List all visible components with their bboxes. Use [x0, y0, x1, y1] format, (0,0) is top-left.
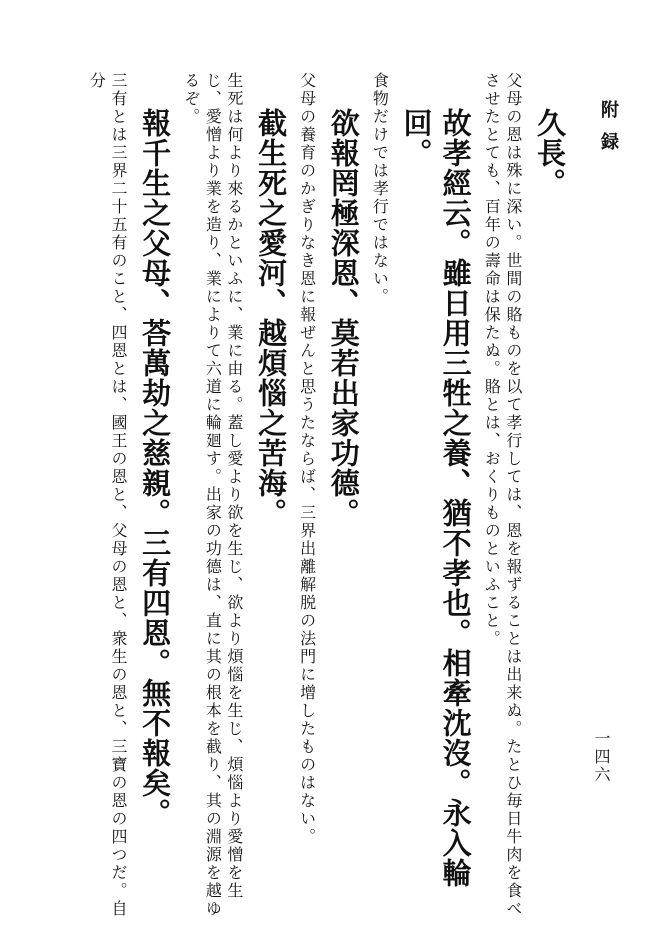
- gloss-line-3: 父母の養育のかぎりなき恩に報ぜんと思うたならば、三界出離解脱の法門に增したものはない。: [297, 72, 317, 846]
- gloss-line-2: 食物だけでは孝行ではない。: [370, 72, 390, 306]
- kanbun-line-5: 報千生之父母、荅萬劫之慈親。三有四恩。無不報矣。: [138, 108, 173, 828]
- kanbun-line-4: 截生死之愛河、越煩惱之苦海。: [254, 108, 289, 528]
- kanbun-line-2: 故孝經云。雖日用三牲之養、猶不孝也。相牽沈沒。永入輪回。: [399, 108, 473, 888]
- running-header: 附 録: [598, 100, 619, 155]
- vertical-text-body: [46, 72, 569, 922]
- page-number: 一四六: [592, 730, 611, 784]
- gloss-line-5: 三有とは三界二十五有のこと、四恩とは、國王の恩と、父母の恩と、衆生の恩と、三寶の恩の四つだ。自分: [87, 72, 128, 918]
- kanbun-line-1: 久長。: [533, 108, 567, 198]
- kanbun-line-3: 欲報罔極深恩、莫若出家功德。: [326, 108, 361, 528]
- gloss-line-4: 生死は何より來るかといふに、業に由る。蓋し愛より欲を生じ、欲より煩惱を生じ、煩惱より愛憎を生じ、愛憎より業を造り、業によりて六道に輪廻す。出家の功德は、直に其の根本を截り、其の淵源を越ゆるぞ。: [181, 72, 244, 918]
- gloss-line-1: 父母の恩は殊に深い。世間の賂ものを以て孝行しては、恩を報ずることは出来ぬ。たとひ毎日牛肉を食べさせたとても、百年の壽命は保たぬ。賂とは、おくりものといふこと。: [482, 72, 523, 918]
